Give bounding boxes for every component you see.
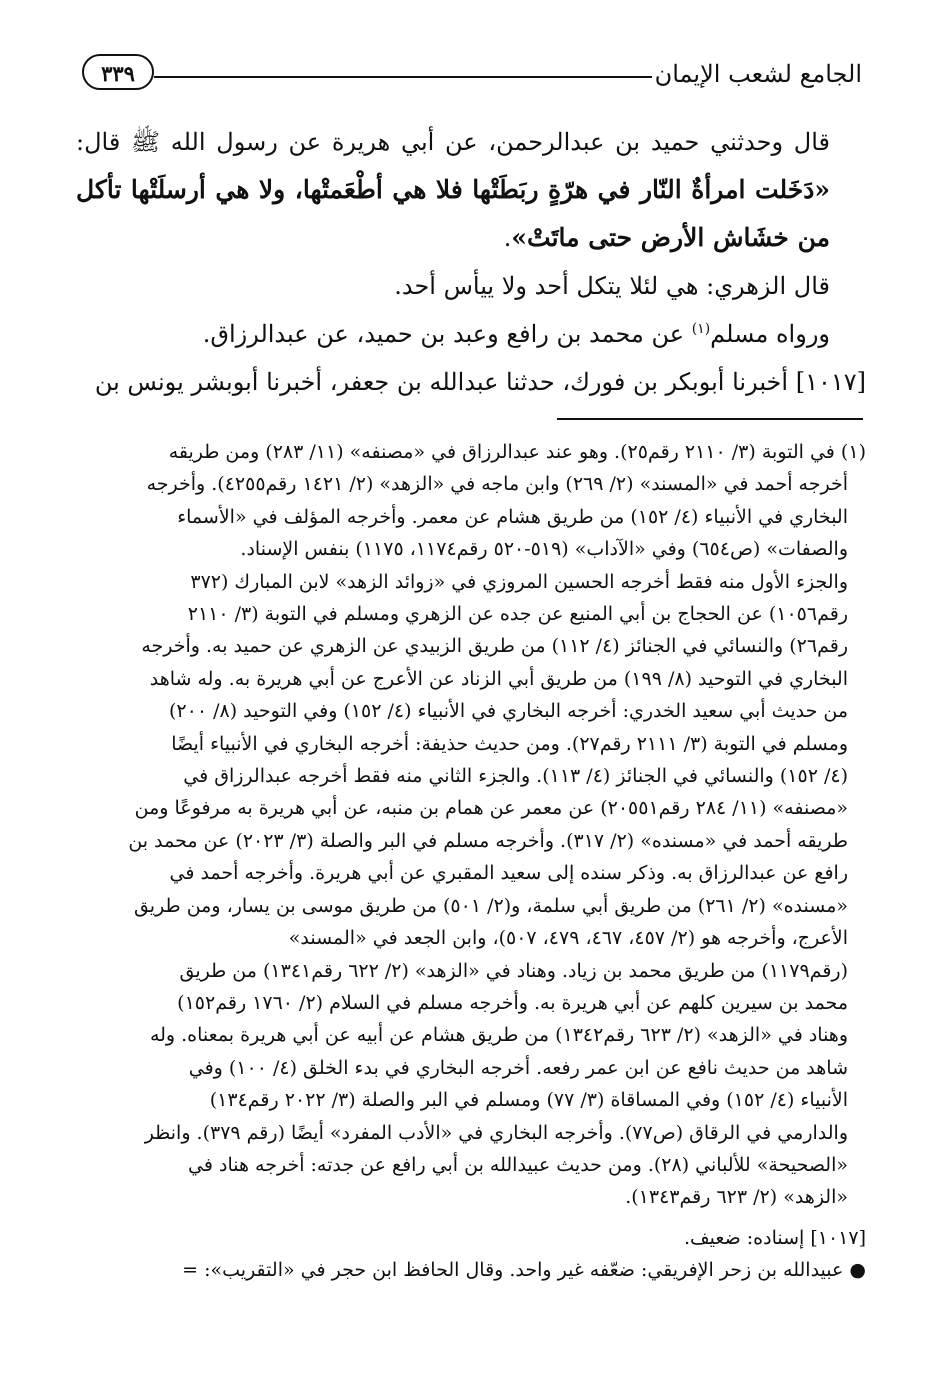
header-rule	[154, 76, 652, 78]
bullet-icon: ●	[849, 1259, 866, 1282]
footnote-line: والدارمي في الرقاق (ص٧٧). وأخرجه البخاري في «الأدب المفرد» أيضًا (رقم ٣٧٩). وانظر	[144, 1121, 848, 1144]
hadith-text: «دَخَلت امرأةٌ النّار في هرّةٍ ربَطَتْها فلا هي أطْعَمتْها، ولا هي أرسلَتْها تأكل من خشَاش الأرض حتى ماتَتْ»	[76, 175, 830, 252]
footnote-line: شاهد من حديث نافع عن ابن عمر رفعه. أخرجه البخاري في بدء الخلق (٤/ ١٠٠) وفي	[188, 1056, 848, 1079]
footnote-separator	[557, 418, 863, 420]
muslim-text-b: عن محمد بن رافع وعبد بن حميد، عن عبدالرزاق.	[202, 320, 692, 348]
footnote-line: «الزهد» (٢/ ٦٢٣ رقم١٣٤٣).	[625, 1186, 848, 1209]
footnote-line: «الصحيحة» للألباني (٢٨). ومن حديث عبيدالله بن أبي رافع عن جدته: أخرجه هناد في	[188, 1153, 848, 1176]
footnote-line: محمد بن سيرين كلهم عن أبي هريرة به. وأخرجه مسلم في السلام (٢/ ١٧٦٠ رقم١٥٢)	[177, 991, 848, 1014]
footnotes	[80, 436, 866, 1287]
footnote-grading: [١٠١٧] إسناده: ضعيف.	[683, 1226, 866, 1249]
footnote-ref: (١)	[691, 321, 711, 337]
page-number: ٣٣٩	[82, 54, 154, 90]
zuhri-paragraph: قال الزهري: هي لئلا يتكل أحد ولا ييأس أحد.	[394, 272, 830, 300]
footnote-line: رافع عن عبدالرزاق به. وذكر سنده إلى سعيد المقبري عن أبي هريرة. وأخرجه أحمد في	[169, 862, 848, 885]
footnote-line: البخاري في التوحيد (٨/ ١٩٩) من طريق أبي الزناد عن الأعرج عن أبي هريرة به. وله شاهد	[149, 667, 848, 690]
footnote-line: الأنبياء (٤/ ١٥٢) وفي المساقاة (٣/ ٧٧) ومسلم في البر والصلة (٣/ ٢٠٢٢ رقم١٣٤)	[209, 1089, 848, 1112]
footnote-1	[80, 436, 866, 1214]
hadith-end: .	[503, 224, 512, 252]
footnote-line: وهناد في «الزهد» (٢/ ٦٢٣ رقم١٣٤٢) من طريق هشام عن أبيه عن أبي هريرة بمعناه. وله	[149, 1024, 848, 1047]
footnote-line: «مصنفه» (١١/ ٢٨٤ رقم٢٠٥٥١) عن معمر عن همام بن منبه، عن أبي هريرة به مرفوعًا ومن	[134, 797, 848, 820]
footnote-gap	[80, 1214, 866, 1222]
footnote-line: ومسلم في التوبة (٣/ ٢١١١ رقم٢٧). ومن حديث حذيفة: أخرجه البخاري في الأنبياء أيضًا	[171, 732, 848, 755]
footnote-line: (٤/ ١٥٢) والنسائي في الجنائز (٤/ ١١٣). والجزء الثاني منه فقط أخرجه عبدالرزاق في	[183, 765, 848, 788]
running-header	[82, 52, 862, 98]
footnote-line: أخرجه أحمد في «المسند» (٢/ ٢٦٩) وابن ماجه في «الزهد» (٢/ ١٤٢١ رقم٤٢٥٥). وأخرجه	[146, 473, 848, 496]
book-title: الجامع لشعب الإيمان	[654, 60, 862, 88]
isnad-paragraph: [١٠١٧] أخبرنا أبوبكر بن فورك، حدثنا عبدالله بن جعفر، أخبرنا أبوبشر يونس بن	[94, 368, 866, 396]
footnote-line: «مسنده» (٢/ ٢٦١) من طريق أبي سلمة، و(٢/ ٥٠١) من طريق موسى بن يسار، ومن طريق	[133, 894, 848, 917]
footnote-line: (رقم١١٧٩) من طريق محمد بن زياد. وهناد في «الزهد» (٢/ ٦٢٢ رقم١٣٤١) من طريق	[179, 959, 848, 982]
footnote-line: والجزء الأول منه فقط أخرجه الحسين المروزي في «زوائد الزهد» لابن المبارك (٣٧٢	[190, 570, 848, 593]
footnote-line: من حديث أبي سعيد الخدري: أخرجه البخاري في الأنبياء (٤/ ١٥٢) وفي التوحيد (٨/ ٢٠٠)	[169, 700, 848, 723]
hadith-intro: قال وحدثني حميد بن عبدالرحمن، عن أبي هريرة عن رسول الله ﷺ قال:	[76, 128, 830, 156]
footnote-line: رقم٢٦) والنسائي في الجنائز (٤/ ١١٢) من طريق الزبيدي عن الزهري عن حميد به. وأخرجه	[141, 635, 848, 658]
narrator-text: عبيدالله بن زحر الإفريقي: ضعّفه غير واحد. وقال الحافظ ابن حجر في «التقريب»: =	[182, 1259, 844, 1282]
footnote-line: رقم١٠٥٦) عن الحجاج بن أبي المنيع عن جده عن الزهري ومسلم في التوبة (٣/ ٢١١٠	[187, 603, 848, 626]
hadith-paragraph	[76, 118, 866, 262]
muslim-text-a: ورواه مسلم	[710, 320, 830, 348]
footnote-line: الأعرج، وأخرجه هو (٢/ ٤٥٧، ٤٦٧، ٤٧٩، ٥٠٧)، وابن الجعد في «المسند»	[288, 927, 848, 950]
main-text	[76, 118, 866, 406]
footnote-line: والصفات» (ص٦٥٤) وفي «الآداب» (٥١٩-٥٢٠ رقم١١٧٤، ١١٧٥) بنفس الإسناد.	[240, 538, 848, 561]
muslim-paragraph	[76, 310, 866, 358]
footnote-line: (١) في التوبة (٣/ ٢١١٠ رقم٢٥). وهو عند عبدالرزاق في «مصنفه» (١١/ ٢٨٣) ومن طريقه	[168, 441, 866, 463]
footnote-narrator	[80, 1254, 866, 1286]
footnote-line: طريقه أحمد في «مسنده» (٢/ ٣١٧). وأخرجه مسلم في البر والصلة (٣/ ٢٠٢٣) عن محمد بن	[128, 829, 848, 852]
footnote-line: البخاري في الأنبياء (٤/ ١٥٢) من طريق هشام عن معمر. وأخرجه المؤلف في «الأسماء	[177, 505, 848, 528]
